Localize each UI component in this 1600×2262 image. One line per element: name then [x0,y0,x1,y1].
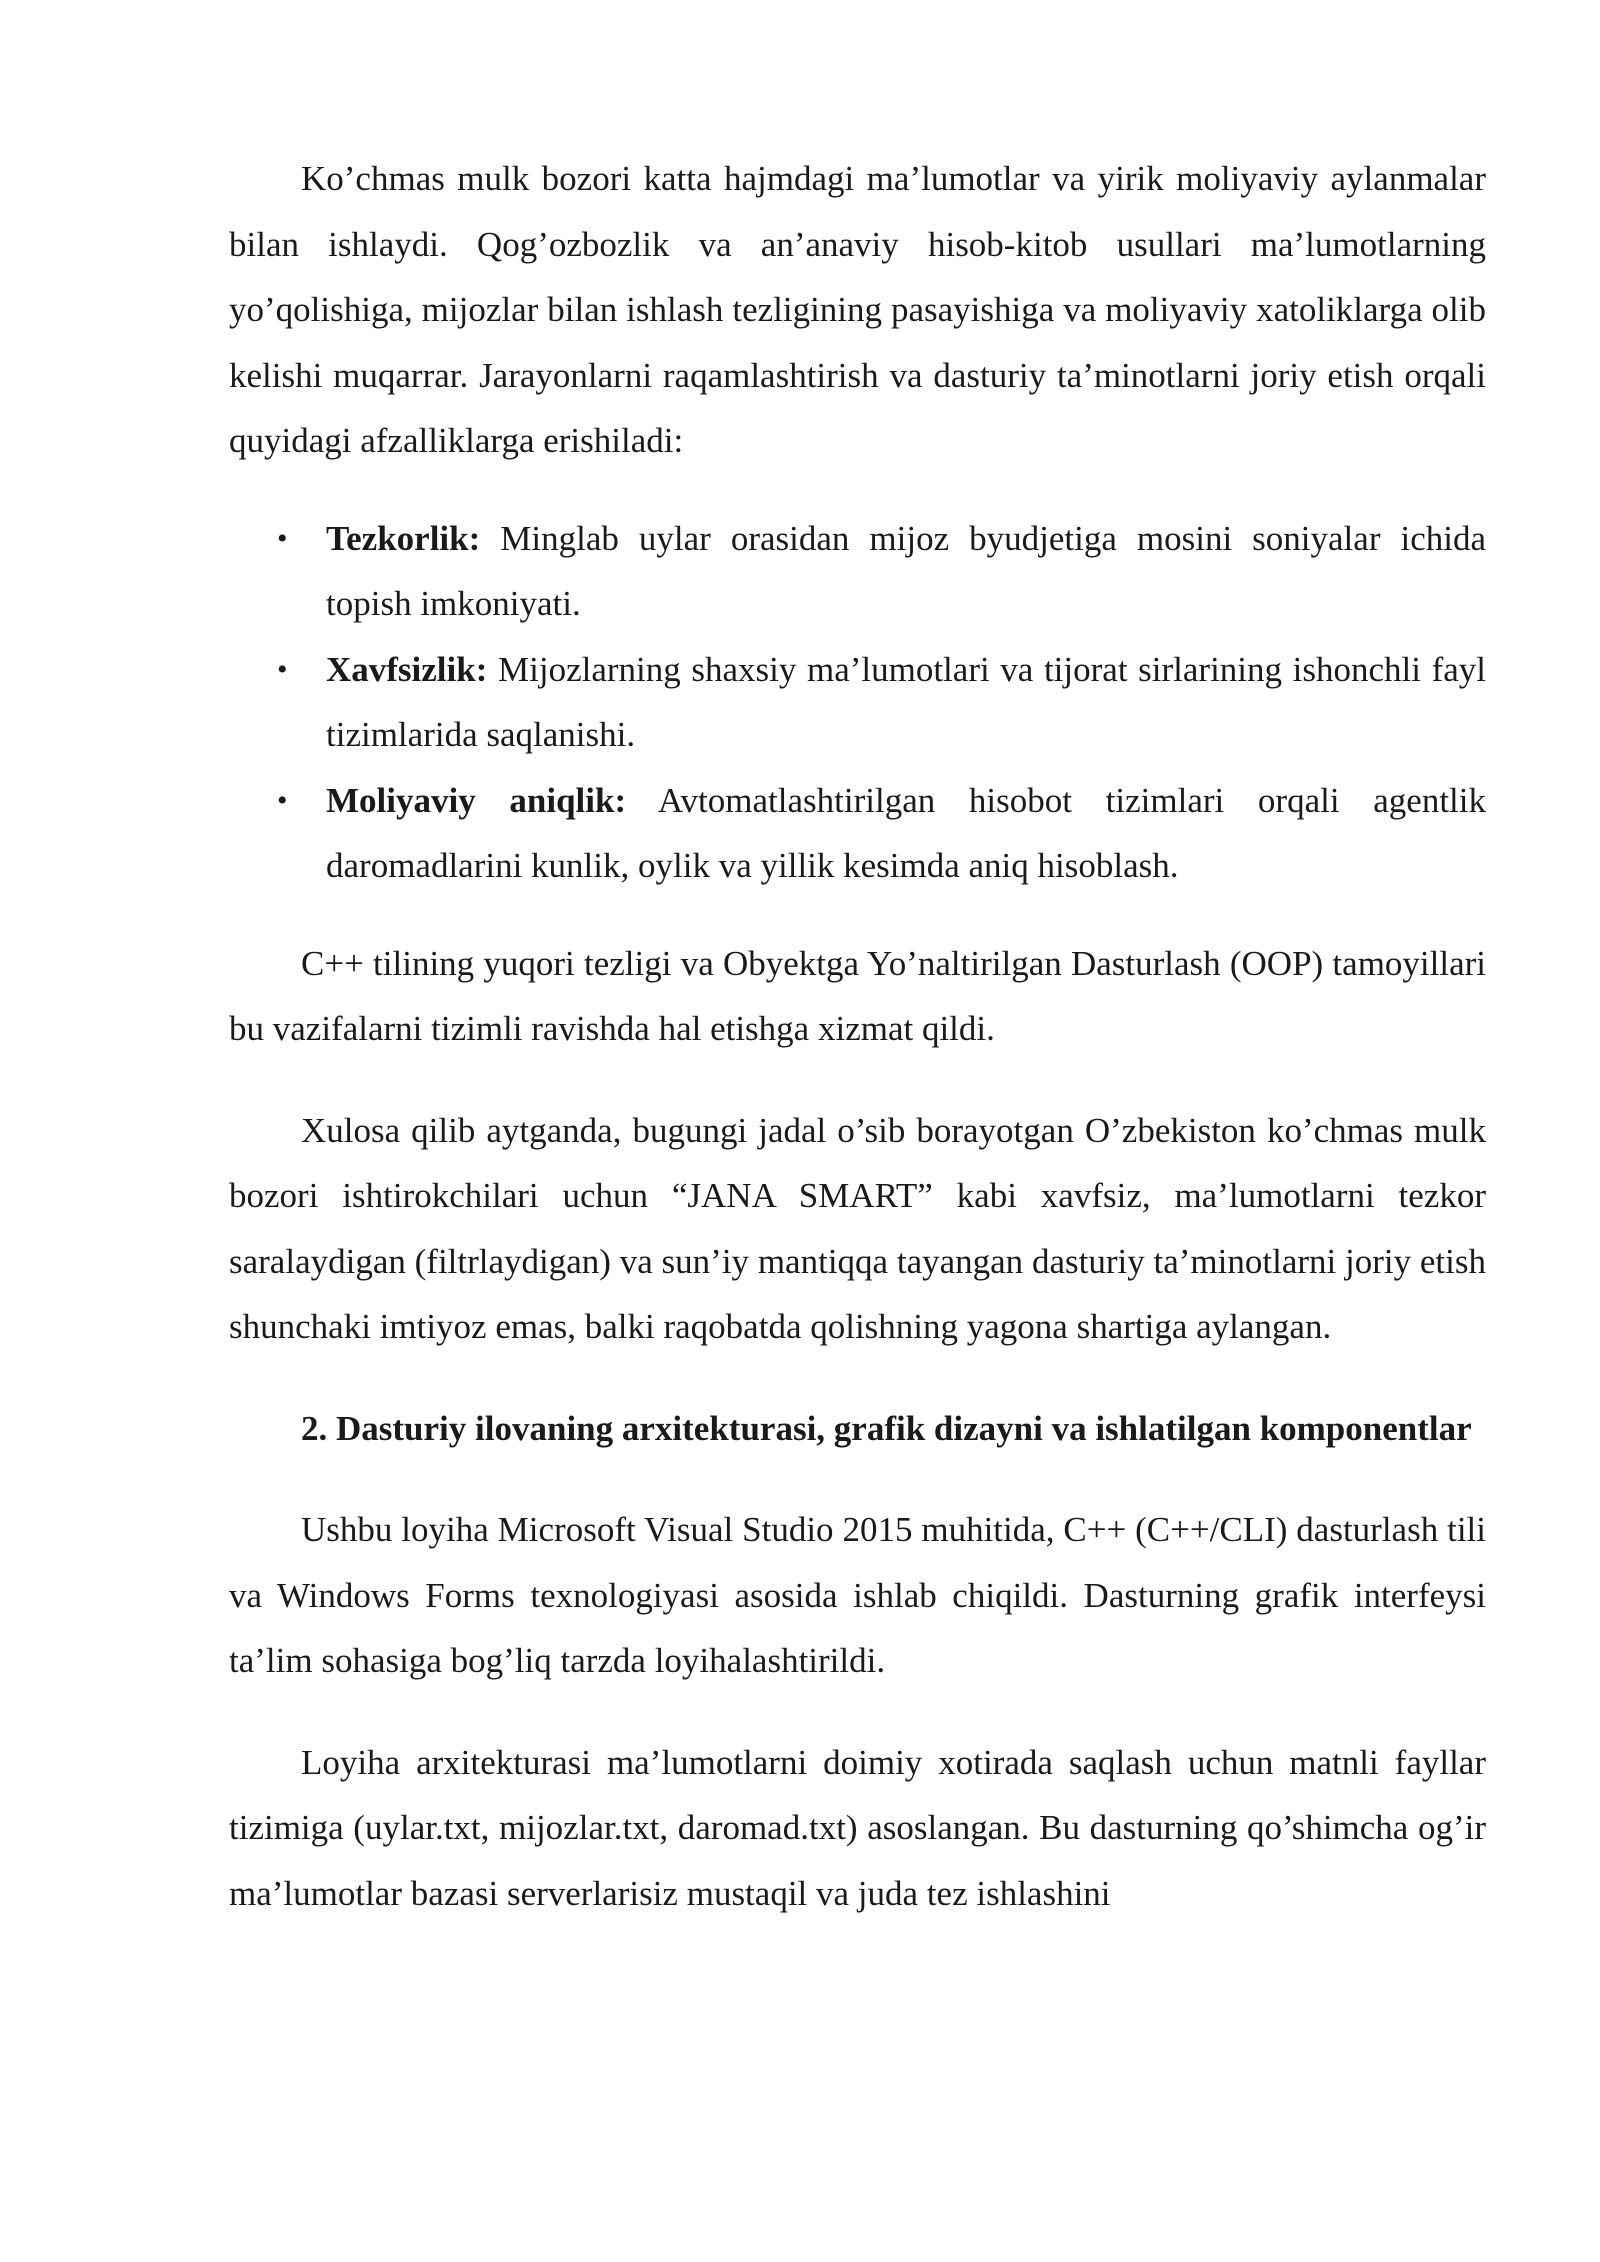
intro-paragraph: Ko’chmas mulk bozori katta hajmdagi ma’lumotlar va yirik moliyaviy aylanmalar bilan ishlaydi. Qog’ozbozlik va an’anaviy hisob-kitob usullari ma’lumotlarning yo’qolishiga, mijozlar bilan ishlash tezligining pasayishiga va moliyaviy xatoliklarga olib kelishi muqarrar. Jarayonlarni raqamlashtirish va dasturiy ta’minotlarni joriy etish orqali quyidagi afzalliklarga erishiladi: [229,159,1486,460]
bullet-icon: • [277,521,288,555]
advantage-text: Avtomatlashtirilgan hisobot tizimlari orqali agentlik daromadlarini kunlik, oylik va yillik kesimda aniq hisoblash. [326,780,1486,885]
advantage-term: Moliyaviy aniqlik: [326,780,627,820]
advantage-text: Mijozlarning shaxsiy ma’lumotlari va tijorat sirlarining ishonchli fayl tizimlarida saqlanishi. [326,649,1486,754]
document-page [229,146,1486,1926]
bullet-icon: • [277,783,288,817]
architecture-paragraph: Loyiha arxitekturasi ma’lumotlarni doimiy xotirada saqlash uchun matnli fayllar tizimiga (uylar.txt, mijozlar.txt, daromad.txt) asoslangan. Bu dasturning qo’shimcha og’ir ma’lumotlar bazasi serverlarisiz mustaqil va juda tez ishlashini [229,1742,1486,1913]
bullet-icon: • [277,652,288,686]
section-heading: 2. Dasturiy ilovaning arxitekturasi, grafik dizayni va ishlatilgan komponentlar [301,1408,1472,1448]
list-item [229,506,1486,637]
list-item [229,637,1486,768]
list-item [229,768,1486,899]
advantages-list [229,506,1486,899]
project-paragraph: Ushbu loyiha Microsoft Visual Studio 2015 muhitida, C++ (C++/CLI) dasturlash tili va Windows Forms texnologiyasi asosida ishlab chiqildi. Dasturning grafik interfeysi ta’lim sohasiga bog’liq tarzda loyihalashtirildi. [229,1510,1486,1680]
conclusion-paragraph: Xulosa qilib aytganda, bugungi jadal o’sib borayotgan O’zbekiston ko’chmas mulk bozori ishtirokchilari uchun “JANA SMART” kabi xavfsiz, ma’lumotlarni tezkor saralaydigan (filtrlaydigan) va sun’iy mantiqqa tayangan dasturiy ta’minotlarni joriy etish shunchaki imtiyoz emas, balki raqobatda qolishning yagona shartiga aylangan. [229,1110,1486,1346]
cpp-paragraph: C++ tilining yuqori tezligi va Obyektga Yo’naltirilgan Dasturlash (OOP) tamoyillari bu vazifalarni tizimli ravishda hal etishga xizmat qildi. [229,943,1486,1048]
advantage-term: Xavfsizlik: [326,649,488,689]
advantage-text: Minglab uylar orasidan mijoz byudjetiga mosini soniyalar ichida topish imkoniyati. [326,518,1486,623]
advantage-term: Tezkorlik: [326,518,481,558]
